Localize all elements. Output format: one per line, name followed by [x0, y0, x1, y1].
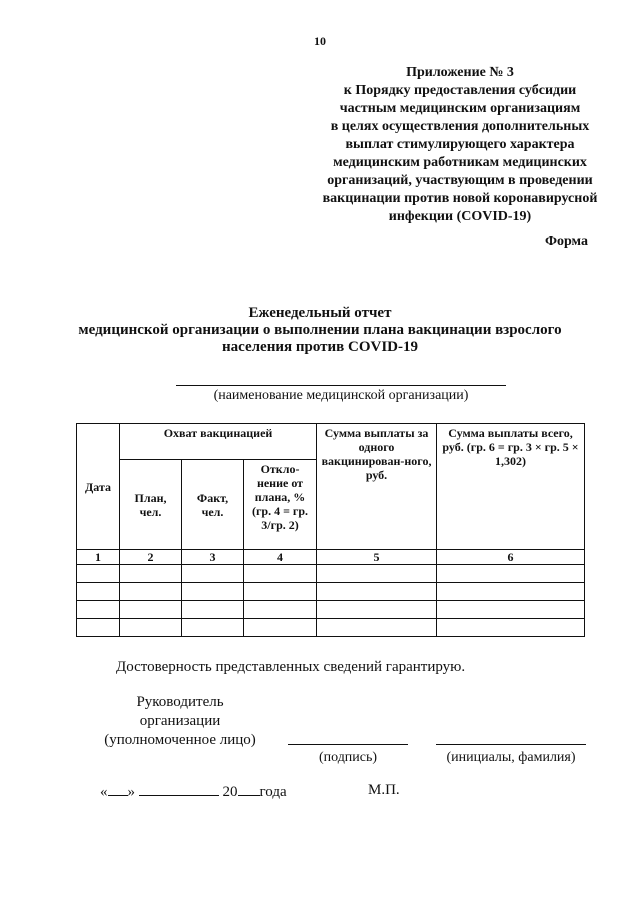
column-number: 4: [244, 550, 317, 565]
table-cell[interactable]: [120, 619, 182, 637]
table-cell[interactable]: [77, 619, 120, 637]
table-cell[interactable]: [120, 565, 182, 583]
report-title-line: Еженедельный отчет: [248, 305, 392, 321]
table-row: [77, 565, 585, 583]
table-cell[interactable]: [437, 565, 585, 583]
header-fact: Факт, чел.: [182, 460, 244, 550]
column-number: 3: [182, 550, 244, 565]
header-sum-per-person: Сумма выплаты за одного вакцинирован-ного, руб.: [317, 424, 437, 550]
table-cell[interactable]: [437, 583, 585, 601]
year-field[interactable]: [238, 782, 260, 796]
table-cell[interactable]: [317, 583, 437, 601]
report-title-line: населения против COVID-19: [221, 339, 418, 355]
date-open-quote: «: [100, 784, 108, 800]
annex-line: инфекции (COVID-19): [388, 209, 532, 224]
annex-heading: [300, 64, 620, 226]
annex-line: в целях осуществления дополнительных: [330, 119, 590, 134]
org-name-field[interactable]: [176, 385, 506, 386]
table-cell[interactable]: [182, 565, 244, 583]
table-cell[interactable]: [182, 601, 244, 619]
table-row: [77, 601, 585, 619]
signatory-line: (уполномоченное лицо): [104, 732, 256, 748]
table-cell[interactable]: [77, 565, 120, 583]
month-field[interactable]: [139, 782, 219, 796]
column-number: 1: [77, 550, 120, 565]
guarantee-text: Достоверность представленных сведений гарантирую.: [116, 659, 466, 675]
vaccination-report-table: [76, 423, 585, 637]
day-field[interactable]: [108, 782, 128, 796]
table-row: [77, 583, 585, 601]
signatory-line: организации: [139, 713, 221, 729]
annex-line: к Порядку предоставления субсидии: [343, 83, 577, 98]
annex-line: вакцинации против новой коронавирусной: [322, 191, 598, 206]
column-number: 6: [437, 550, 585, 565]
column-number: 5: [317, 550, 437, 565]
table-cell[interactable]: [244, 619, 317, 637]
table-cell[interactable]: [437, 601, 585, 619]
annex-line: частным медицинским организациям: [339, 101, 581, 116]
annex-line: медицинским работникам медицинских: [333, 155, 587, 170]
form-label: Форма: [544, 234, 588, 249]
table-cell[interactable]: [244, 583, 317, 601]
name-caption: (инициалы, фамилия): [446, 750, 576, 765]
table-cell[interactable]: [120, 583, 182, 601]
stamp-label: М.П.: [368, 782, 400, 798]
date-close-quote: »: [127, 784, 135, 800]
table-cell[interactable]: [317, 565, 437, 583]
table-cell[interactable]: [317, 619, 437, 637]
annex-line: Приложение № 3: [406, 65, 514, 80]
column-number-row: [77, 550, 585, 565]
table-cell[interactable]: [244, 565, 317, 583]
header-date: Дата: [77, 424, 120, 550]
page-number: 10: [314, 34, 326, 48]
table-cell[interactable]: [120, 601, 182, 619]
table-cell[interactable]: [182, 583, 244, 601]
annex-line: выплат стимулирующего характера: [345, 137, 575, 152]
header-sum-total: Сумма выплаты всего, руб. (гр. 6 = гр. 3 × гр. 5 × 1,302): [437, 424, 585, 550]
signature-caption: (подпись): [318, 750, 378, 765]
signatory-line: Руководитель: [136, 694, 224, 710]
report-title: [60, 305, 580, 356]
table-cell[interactable]: [182, 619, 244, 637]
signature-field[interactable]: [288, 744, 408, 745]
table-cell[interactable]: [317, 601, 437, 619]
column-number: 2: [120, 550, 182, 565]
header-coverage-group: Охват вакцинацией: [120, 424, 317, 460]
table-cell[interactable]: [437, 619, 585, 637]
signatory-label: [100, 693, 260, 750]
header-plan: План, чел.: [120, 460, 182, 550]
name-field[interactable]: [436, 744, 586, 745]
year-suffix: года: [259, 784, 287, 800]
annex-line: организаций, участвующим в проведении: [327, 173, 593, 188]
org-name-caption: (наименование медицинской организации): [213, 388, 469, 403]
table-cell[interactable]: [244, 601, 317, 619]
table-row: [77, 619, 585, 637]
report-title-line: медицинской организации о выполнении плана вакцинации взрослого: [78, 322, 562, 338]
date-line: [100, 782, 287, 801]
header-deviation: Откло-нение от плана, % (гр. 4 = гр. 3/гр. 2): [244, 460, 317, 550]
table-cell[interactable]: [77, 583, 120, 601]
year-prefix: 20: [222, 784, 238, 800]
table-cell[interactable]: [77, 601, 120, 619]
